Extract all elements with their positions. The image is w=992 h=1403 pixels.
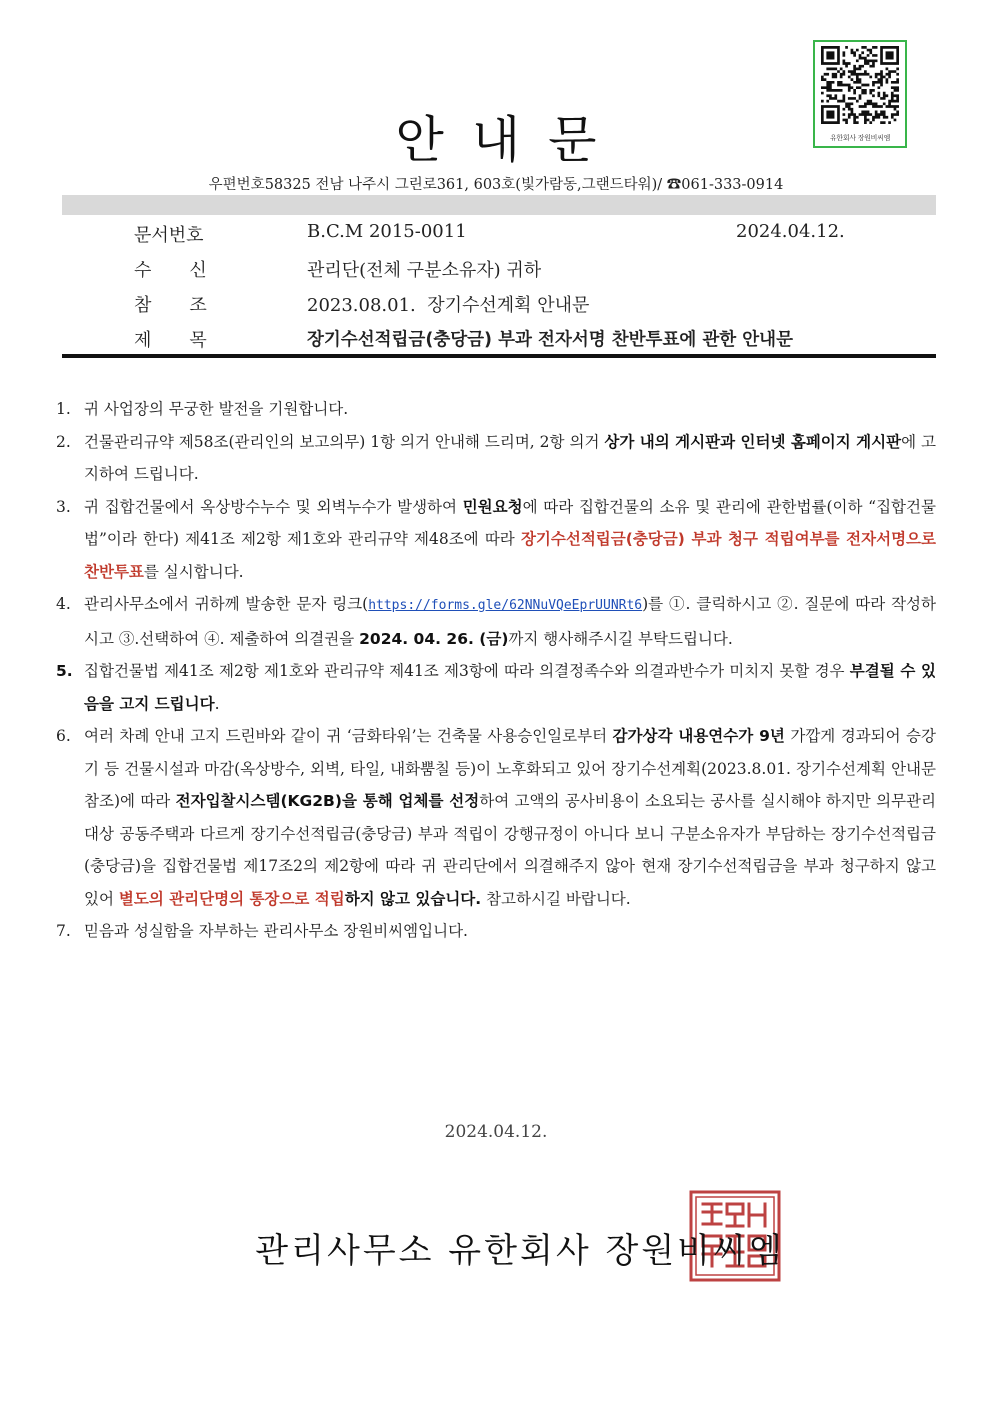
doc-no-label: 문서번호 (134, 225, 204, 246)
meta-row-subject (62, 326, 936, 356)
header-divider-bar (62, 195, 936, 215)
sender-address: 우편번호58325 전남 나주시 그린로361, 603호(빛가람동,그랜드타워)/ ☎061-333-0914 (208, 177, 784, 193)
subject-value: 장기수선적립금(충당금) 부과 전자서명 찬반투표에 관한 안내문 (307, 330, 793, 350)
item-text: 믿음과 성실함을 자부하는 관리사무소 장원비씨엠입니다. (84, 922, 468, 940)
item-number: 4. (56, 595, 71, 613)
document-title: 안내문 (395, 111, 625, 169)
notice-body (56, 393, 936, 948)
item-text: 를 실시합니다. (143, 562, 244, 581)
list-item (56, 720, 936, 915)
qr-caption: 유한회사 장원비씨엠 (829, 134, 891, 142)
recipient-value: 관리단(전체 구분소유자) 귀하 (307, 260, 542, 281)
item-number: 6. (56, 727, 71, 745)
item-number: 3. (56, 497, 71, 516)
subject-underline-rule (62, 354, 936, 358)
item-text: 귀 집합건물에서 옥상방수누수 및 외벽누수가 발생하여 (84, 497, 463, 516)
item-text-highlight: 장기수선적립금(충당금) 부과 청구 적립여부를 전자서명으로 찬반투표 (84, 530, 936, 581)
item-text: . (214, 694, 220, 713)
item-number: 1. (56, 400, 71, 418)
deadline-date: 2024. 04. 26. (금) (359, 629, 509, 648)
item-text: 관리사무소에서 귀하께 발송한 문자 링크( (84, 595, 369, 613)
item-text-bold: 전자입찰시스템(KG2B)을 통해 업체를 선정 (175, 792, 480, 810)
issuer-signature: 관리사무소 유한회사 장원비씨엠 (255, 1231, 785, 1271)
item-text-bold: 하지 않고 있습니다. (344, 889, 482, 908)
item-text: 까지 행사해주시길 부탁드립니다. (508, 629, 733, 648)
item-text: 가깝게 경과되어 승강기 등 건물시설과 마감(옥상방수, 외벽, 타일, 내화뿜칠 등)이 노후화되고 있어 장기수선계획(2023.8.01. 장기수선계획 안내문 참조)에 따라 (84, 727, 936, 810)
item-text: 집합건물법 제41조 제2항 제1호와 관리규약 제41조 제3항에 따라 의결정족수와 의결과반수가 미치지 못할 경우 (84, 662, 850, 680)
subject-label: 제목 (134, 330, 245, 351)
item-text-highlight: 별도의 관리단명의 통장으로 적립 (118, 889, 345, 908)
doc-date: 2024.04.12. (736, 221, 845, 242)
reference-value: 2023.08.01. 장기수선계획 안내문 (307, 295, 590, 316)
list-item (56, 588, 936, 655)
item-text: 에 고지하여 드립니다. (84, 432, 937, 483)
item-text-bold: 상가 내의 게시판과 인터넷 홈페이지 게시판 (604, 432, 902, 451)
list-item (56, 915, 936, 948)
list-item (56, 393, 936, 426)
item-text: 하여 고액의 공사비용이 소요되는 공사를 실시해야 하지만 의무관리대상 공동주택과 다르게 장기수선적립금(충당금) 부과 적립이 강행규정이 아니다 보니 구분소유자가 부담하는 장기수선적립금(충당금)을 집합건물법 제17조2의 제2항에 따라 귀 관리단에서 의결해주지 않아 현재 장기수선적립금을 부과 청구하지 않고 있어 (84, 792, 936, 908)
list-item (56, 426, 936, 491)
doc-no-value: B.C.M 2015-0011 (307, 221, 467, 242)
item-text: 건물관리규약 제58조(관리인의 보고의무) 1항 의거 안내해 드리며, 2항 의거 (84, 432, 605, 451)
reference-label: 참조 (134, 295, 245, 316)
meta-row-recipient (62, 256, 936, 286)
item-text-bold: 부결될 수 있음을 고지 드립니다 (84, 662, 936, 713)
item-text-bold: 민원요청 (462, 497, 523, 516)
recipient-label: 수신 (134, 260, 245, 281)
item-number: 2. (56, 432, 71, 451)
item-text-bold: 감가상각 내용연수가 9년 (612, 727, 785, 745)
meta-row-reference (62, 291, 936, 321)
item-number: 7. (56, 922, 71, 940)
list-item (56, 491, 936, 589)
item-number: 5. (56, 662, 73, 680)
footer-date: 2024.04.12. (444, 1122, 548, 1142)
item-text: )를 ①. 클릭하시고 ②. 질문에 따라 작성하시고 ③.선택하여 ④. 제출하여 의결권을 (84, 595, 936, 648)
list-item (56, 655, 936, 720)
form-link[interactable]: https://forms.gle/62NNuVQeEprUUNRt6 (368, 598, 643, 613)
item-text: 여러 차례 안내 고지 드린바와 같이 귀 ‘금화타워’는 건축물 사용승인일로부터 (84, 727, 613, 745)
item-text: 에 따라 집합건물의 소유 및 관리에 관한법률(이하 “집합건물법”이라 한다) 제41조 제2항 제1호와 관리규약 제48조에 따라 (84, 497, 936, 548)
item-text: 참고하시길 바랍니다. (481, 889, 631, 908)
item-text: 귀 사업장의 무궁한 발전을 기원합니다. (84, 400, 349, 418)
meta-row-doc-no (62, 221, 936, 251)
